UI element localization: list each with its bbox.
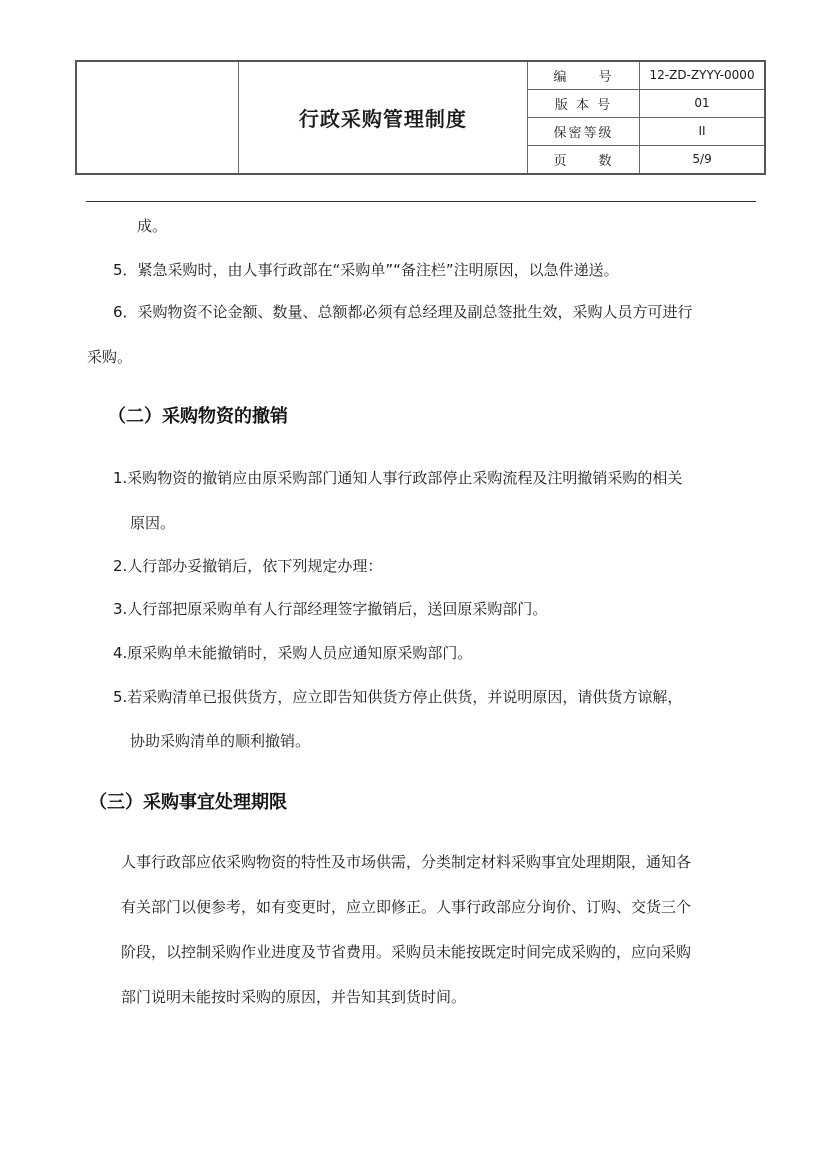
cancel-item-5-line1: 5.若采购清单已报供货方，应立即告知供货方停止供货，并说明原因，请供货方谅解， (113, 688, 683, 706)
cancel-item-1-line2: 原因。 (130, 514, 176, 532)
document-header-table (75, 60, 766, 175)
logo-cell (76, 61, 238, 174)
cancel-item-1-line1: 1.采购物资的撤销应由原采购部门通知人事行政部停止采购流程及注明撤销采购的相关 (113, 469, 683, 487)
deadline-line-2: 有关部门以便参考，如有变更时，应立即修正。人事行政部应分询价、订购、交货三个 (121, 898, 692, 916)
page-count-value: 5/9 (640, 145, 765, 174)
version-label: 版 本 号 (527, 89, 639, 117)
doc-number-value: 12-ZD-ZYYY-0000 (640, 61, 765, 89)
paragraph-item-5: 5．紧急采购时，由人事行政部在“采购单”“备注栏”注明原因，以急件递送。 (113, 261, 619, 279)
paragraph-item-6-line2: 采购。 (87, 348, 133, 366)
cancel-item-2: 2.人行部办妥撤销后，依下列规定办理： (113, 557, 383, 575)
deadline-line-4: 部门说明未能按时采购的原因，并告知其到货时间。 (121, 988, 467, 1006)
document-title: 行政采购管理制度 (238, 61, 527, 174)
page-count-label: 页 数 (527, 145, 639, 174)
deadline-line-1: 人事行政部应依采购物资的特性及市场供需，分类制定材料采购事宜处理期限，通知各 (121, 853, 692, 871)
section-heading-deadline: （三）采购事宜处理期限 (89, 792, 287, 813)
confidentiality-label: 保密等级 (527, 117, 639, 145)
version-value: 01 (640, 89, 765, 117)
cancel-item-5-line2: 协助采购清单的顺利撤销。 (130, 732, 311, 750)
deadline-line-3: 阶段，以控制采购作业进度及节省费用。采购员未能按既定时间完成采购的，应向采购 (121, 943, 692, 961)
cancel-item-4: 4.原采购单未能撤销时，采购人员应通知原采购部门。 (113, 644, 473, 662)
confidentiality-value: II (640, 117, 765, 145)
paragraph-item-6-line1: 6．采购物资不论金额、数量、总额都必须有总经理及副总签批生效，采购人员方可进行 (113, 303, 693, 321)
header-divider (86, 201, 756, 202)
section-heading-cancellation: （二）采购物资的撤销 (108, 406, 288, 427)
cancel-item-3: 3.人行部把原采购单有人行部经理签字撤销后，送回原采购部门。 (113, 600, 548, 618)
doc-number-label: 编 号 (527, 61, 639, 89)
paragraph-continuation: 成。 (137, 217, 168, 235)
